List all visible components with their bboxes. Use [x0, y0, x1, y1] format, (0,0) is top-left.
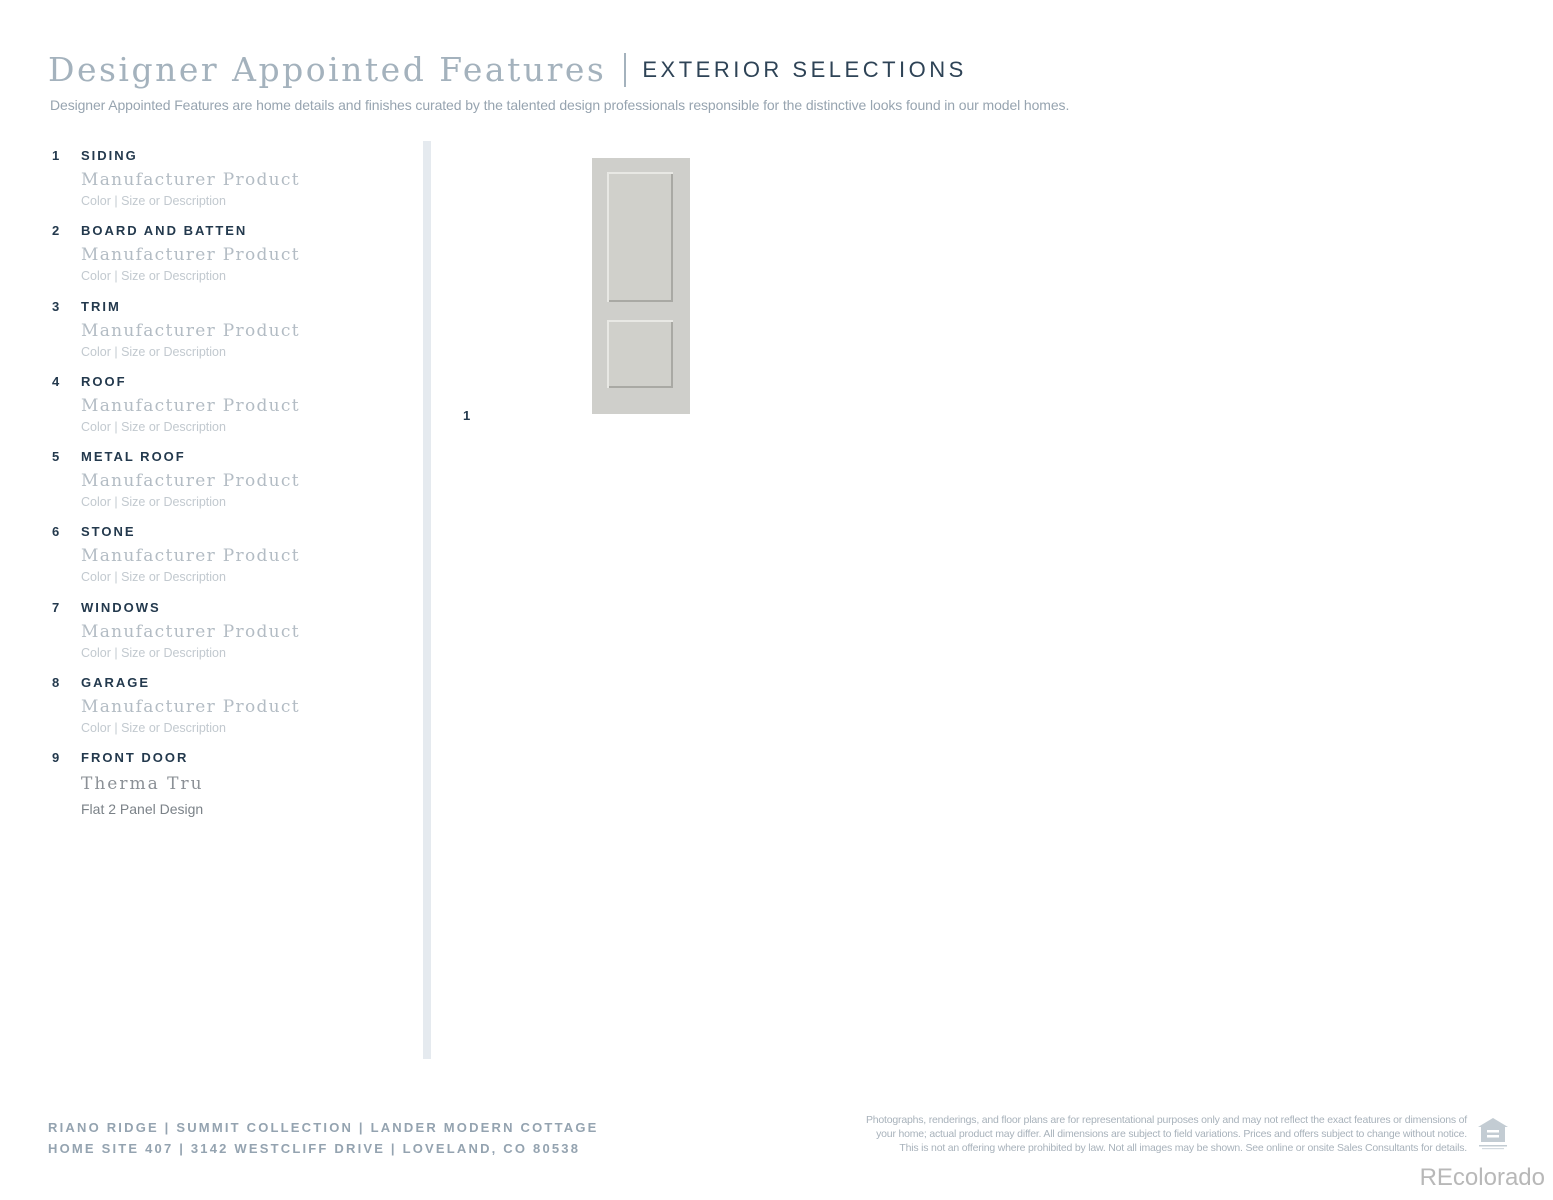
feature-product: Manufacturer Product	[81, 697, 300, 718]
disclaimer-line: This is not an offering where prohibited by law. Not all images may be shown. See online or onsite Sales Consultants for details.	[899, 1142, 1467, 1154]
feature-item	[50, 673, 410, 748]
feature-product: Manufacturer Product	[81, 245, 300, 266]
feature-product: Manufacturer Product	[81, 546, 300, 567]
feature-number: 9	[52, 750, 60, 766]
feature-product: Manufacturer Product	[81, 395, 300, 416]
feature-description: Color | Size or Description	[81, 495, 226, 510]
footer-community: RIANO RIDGE | SUMMIT COLLECTION | LANDER MODERN COTTAGE	[48, 1120, 599, 1135]
feature-name: BOARD AND BATTEN	[81, 223, 248, 239]
feature-product: Manufacturer Product	[81, 320, 300, 341]
footer-address	[48, 1117, 599, 1159]
feature-description: Color | Size or Description	[81, 570, 226, 585]
feature-name: TRIM	[81, 298, 121, 314]
footer-disclaimer	[747, 1113, 1467, 1155]
page-title	[48, 50, 967, 89]
feature-name: ROOF	[81, 373, 127, 389]
recolorado-watermark: REcolorado	[1419, 1164, 1545, 1191]
feature-number: 5	[52, 449, 60, 465]
feature-name: GARAGE	[81, 675, 151, 691]
feature-item	[50, 146, 410, 221]
feature-description: Color | Size or Description	[81, 194, 226, 208]
page-subtitle: Designer Appointed Features are home details and finishes curated by the talented design professionals responsible for the distinctive looks found in our model homes.	[50, 97, 1070, 113]
feature-name: WINDOWS	[81, 599, 161, 615]
disclaimer-line: your home; actual product may differ. All dimensions are subject to field variations. Prices and offers subject to change without notice.	[876, 1128, 1467, 1140]
feature-name: SIDING	[81, 148, 138, 163]
feature-number: 3	[52, 298, 60, 314]
feature-item	[50, 598, 410, 673]
footer-home-site: HOME SITE 407 | 3142 WESTCLIFF DRIVE | LOVELAND, CO 80538	[48, 1141, 581, 1156]
feature-description: Color | Size or Description	[81, 344, 226, 359]
feature-description: Color | Size or Description	[81, 419, 226, 434]
equal-housing-icon	[1476, 1115, 1510, 1153]
feature-number: 2	[52, 223, 60, 239]
feature-product: Manufacturer Product	[81, 471, 300, 492]
section-title: EXTERIOR SELECTIONS	[642, 56, 967, 82]
door-icon	[592, 158, 690, 414]
feature-list	[50, 146, 410, 824]
disclaimer-line: Photographs, renderings, and floor plans are for representational purposes only and may not reflect the exact features or dimensions of	[865, 1114, 1467, 1126]
door-panel-top	[607, 172, 673, 302]
feature-name: FRONT DOOR	[81, 750, 189, 766]
feature-item	[50, 221, 410, 296]
door-panel-bottom	[607, 320, 673, 388]
title-separator	[624, 53, 626, 87]
feature-product: Therma Tru	[81, 774, 204, 795]
feature-item	[50, 748, 410, 823]
feature-number: 7	[52, 599, 60, 615]
feature-name: METAL ROOF	[81, 449, 186, 465]
feature-product: Manufacturer Product	[81, 621, 300, 642]
feature-description: Color | Size or Description	[81, 645, 226, 660]
feature-number: 4	[52, 373, 60, 389]
feature-number: 6	[52, 524, 60, 540]
feature-description: Flat 2 Panel Design	[81, 801, 204, 818]
feature-name: STONE	[81, 524, 136, 540]
feature-number: 1	[52, 148, 60, 163]
feature-item	[50, 522, 410, 597]
vertical-divider	[423, 141, 431, 1059]
feature-description: Color | Size or Description	[81, 269, 226, 284]
feature-description: Color | Size or Description	[81, 721, 226, 736]
title-main: Designer Appointed Features	[48, 50, 607, 89]
feature-item	[50, 297, 410, 372]
feature-item	[50, 447, 410, 522]
feature-product: Manufacturer Product	[81, 170, 300, 190]
image-number: 1	[463, 408, 471, 423]
feature-number: 8	[52, 675, 60, 691]
feature-item	[50, 372, 410, 447]
